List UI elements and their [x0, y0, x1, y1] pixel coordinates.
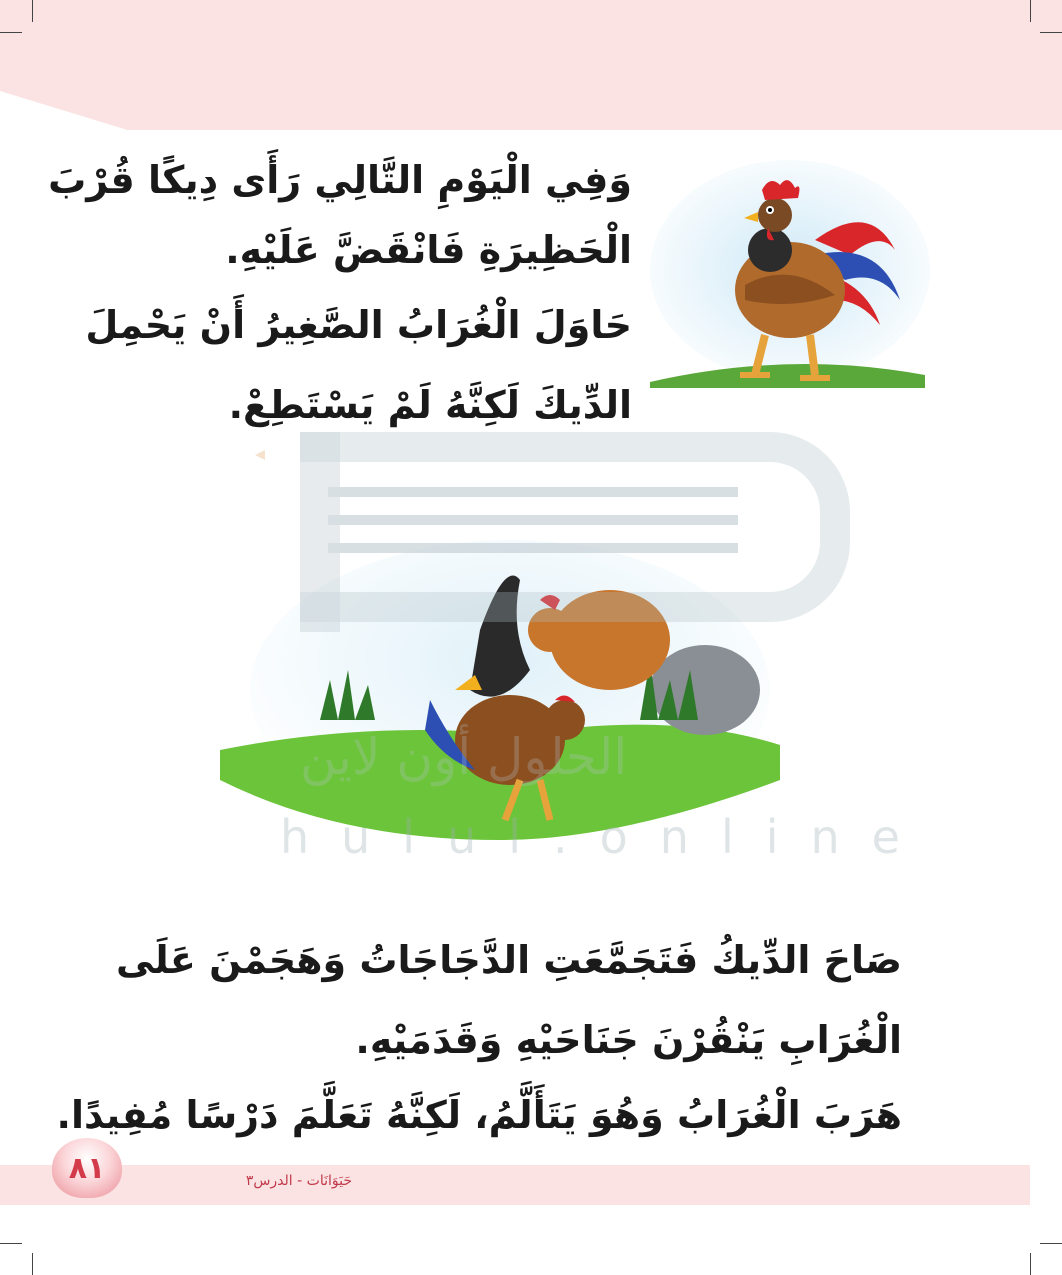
crop-mark: [1040, 1243, 1062, 1244]
top-decorative-band: [0, 0, 1062, 130]
story-line: صَاحَ الدِّيكُ فَتَجَمَّعَتِ الدَّجَاجَاتُ وَهَجَمْنَ عَلَى: [115, 938, 902, 982]
page-number: ٨١: [52, 1138, 122, 1198]
story-line: وَفِي الْيَوْمِ التَّالِي رَأَى دِيكًا قُرْبَ: [48, 158, 632, 202]
story-line: الْغُرَابِ يَنْقُرْنَ جَنَاحَيْهِ وَقَدَمَيْهِ.: [355, 1018, 902, 1062]
crop-mark: [1030, 1253, 1031, 1275]
fight-illustration: [220, 540, 790, 880]
watermark-arabic-text: الحلول أون لاين: [300, 728, 628, 786]
watermark-latin-text: hulul.online: [280, 810, 932, 864]
story-line: هَرَبَ الْغُرَابُ وَهُوَ يَتَأَلَّمُ، لَكِنَّهُ تَعَلَّمَ دَرْسًا مُفِيدًا.: [56, 1093, 902, 1137]
crop-mark: [32, 1253, 33, 1275]
crop-mark: [1040, 32, 1062, 33]
crop-mark: [32, 0, 33, 22]
watermark-line: [328, 487, 738, 497]
crop-mark: [1030, 0, 1031, 22]
story-line: الدِّيكَ لَكِنَّهُ لَمْ يَسْتَطِعْ.: [228, 383, 632, 427]
lesson-label: حَيَوَانَات - الدرس٣: [245, 1173, 352, 1189]
watermark-line: [328, 515, 738, 525]
story-line: الْحَظِيرَةِ فَانْقَضَّ عَلَيْهِ.: [225, 228, 632, 272]
pencil-tip-icon: [255, 450, 265, 460]
crop-mark: [0, 1243, 22, 1244]
bottom-decorative-band: [0, 1165, 1030, 1205]
crop-mark: [0, 32, 22, 33]
rooster-illustration: [640, 160, 930, 400]
story-line: حَاوَلَ الْغُرَابُ الصَّغِيرُ أَنْ يَحْمِلَ: [85, 303, 632, 347]
